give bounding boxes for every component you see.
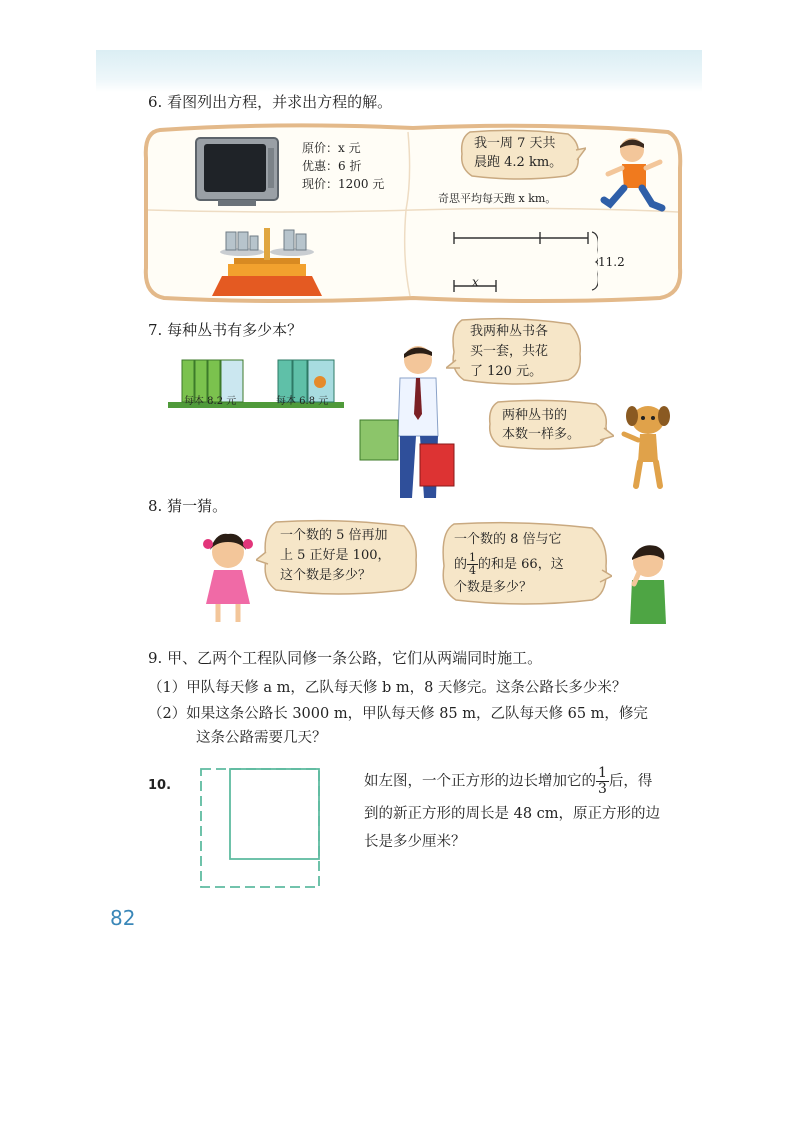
- q8-title: 8. 猜一猜。: [148, 497, 228, 515]
- runner-speech-line1: 我一周 7 天共: [474, 136, 556, 151]
- tv-icon: [194, 136, 280, 208]
- q7-title: 7. 每种丛书有多少本？: [148, 321, 303, 339]
- q10-number: 10.: [148, 778, 172, 793]
- runner-note: 奇思平均每天跑 x km。: [438, 192, 557, 205]
- boy-speech-line1: 一个数的 8 倍与它: [454, 532, 562, 547]
- square-diagram: [196, 764, 326, 892]
- tv-original-price: 原价：x 元: [302, 141, 361, 155]
- dog-speech-line2: 本数一样多。: [502, 427, 581, 442]
- q10-fraction: $\frac{1}{3}$: [598, 765, 607, 797]
- boy-speech-line2: 的 $\frac{1}{4}$ 的和是 66，这: [454, 551, 564, 577]
- q9-item2-line2: 这条公路需要几天？: [196, 730, 327, 746]
- page-number: 82: [110, 906, 136, 930]
- q10-line1: 如左图，一个正方形的边长增加它的 $\frac{1}{3}$ 后，得: [364, 765, 653, 797]
- boy-speech-line3: 个数是多少？: [454, 580, 533, 595]
- page-header-band: [96, 50, 702, 92]
- q10-line2: 到的新正方形的周长是 48 cm，原正方形的边: [364, 806, 661, 822]
- balance-scale-icon: [208, 218, 326, 300]
- segment-diagram: [448, 226, 598, 294]
- man-speech-line3: 了 120 元。: [470, 364, 543, 379]
- girl-icon: [196, 530, 260, 626]
- q10-line3: 长是多少厘米？: [364, 834, 466, 850]
- cartoon-dog-icon: [616, 400, 680, 492]
- girl-speech-line2: 上 5 正好是 100，: [280, 548, 391, 563]
- girl-speech-line3: 这个数是多少？: [280, 568, 372, 583]
- man-with-bags-icon: [356, 340, 460, 506]
- tv-current-price: 现价：1200 元: [302, 177, 385, 191]
- book-a-price: 每本 8.2 元: [184, 396, 237, 407]
- man-speech-line2: 买一套，共花: [470, 344, 549, 359]
- girl-speech-line1: 一个数的 5 倍再加: [280, 528, 388, 543]
- boy-fraction: $\frac{1}{4}$: [469, 551, 477, 577]
- segment-total-label: 11.2: [598, 255, 625, 269]
- book-b-price: 每本 6.8 元: [276, 396, 329, 407]
- man-speech-line1: 我两种丛书各: [470, 324, 549, 339]
- q9-title: 9. 甲、乙两个工程队同修一条公路，它们从两端同时施工。: [148, 649, 543, 667]
- running-boy-icon: [596, 134, 672, 216]
- tv-discount: 优惠：6 折: [302, 159, 362, 173]
- segment-part-label: x: [472, 275, 479, 289]
- runner-speech-line2: 晨跑 4.2 km。: [474, 155, 563, 170]
- dog-speech-line1: 两种丛书的: [502, 408, 568, 423]
- thinking-boy-icon: [618, 540, 676, 626]
- q9-item1: （1）甲队每天修 a m，乙队每天修 b m，8 天修完。这条公路长多少米？: [148, 680, 627, 696]
- q9-item2-line1: （2）如果这条公路长 3000 m，甲队每天修 85 m，乙队每天修 65 m，修完: [148, 706, 648, 722]
- q6-title: 6. 看图列出方程，并求出方程的解。: [148, 93, 393, 111]
